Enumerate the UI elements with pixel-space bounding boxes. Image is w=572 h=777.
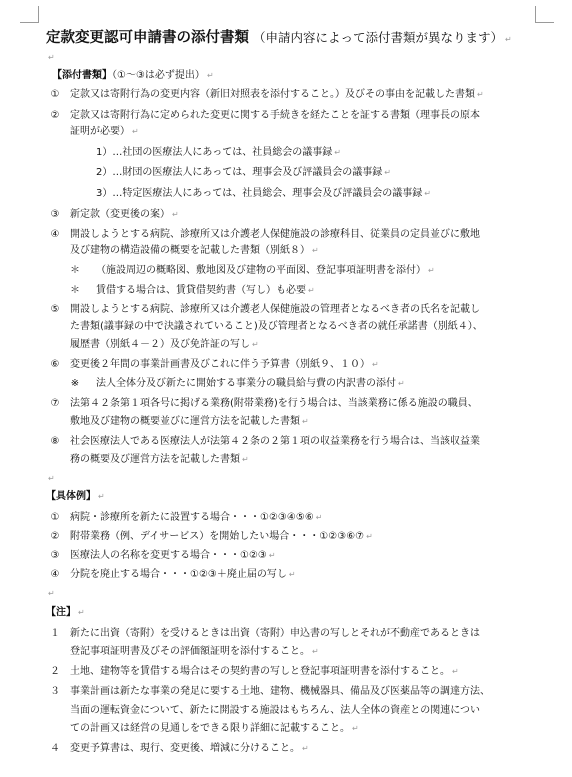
blank-line: ↵: [48, 53, 55, 62]
note-line: 事業計画は新たな事業の発足に要する土地、建物、機械器具、備品及び医薬品等の調達方法、: [70, 686, 490, 697]
item-marker: ⑦: [50, 398, 60, 409]
note-line: 変更予算書は、現行、変更後、増減に分けること。 ↵: [70, 743, 309, 754]
item-marker: ①: [50, 89, 60, 100]
attachments-heading-note: （①～③は必ず提出）: [112, 70, 205, 81]
item-continuation-line: 及び建物の構造設備の概要を記載した書類（別紙８） ↵: [70, 245, 319, 256]
example-text: 医療法人の名称を変更する場合・・・①②③ ↵: [70, 550, 276, 561]
notes-heading: 【注】 ↵: [46, 607, 85, 618]
document-title: [46, 29, 512, 49]
item-continuation-line: 務の概要及び運営方法を記載した書類 ↵: [70, 454, 249, 465]
item-marker: ②: [50, 531, 60, 542]
note-number: １: [50, 628, 60, 639]
item-marker: ⑥: [50, 359, 60, 370]
note-line: 法人全体分及び新たに開始する事業分の職員給与費の内訳書の添付 ↵: [96, 378, 405, 389]
item-marker: ⑤: [50, 304, 60, 315]
title-text: 定款変更認可申請書の添付書類: [46, 30, 249, 46]
item-line: 社会医療法人である医療法人が法第４２条の２第１項の収益業務を行う場合は、当該収益業: [70, 436, 480, 447]
item-line: 開設しようとする病院、診療所又は介護老人保健施設の管理者となるべき者の氏名を記載し: [70, 304, 480, 315]
example-text: 分院を廃止する場合・・・①②③＋廃止届の写し ↵: [70, 569, 296, 580]
note-line: 土地、建物等を賃借する場合はその契約書の写しと登記事項証明書を添付すること。 ↵: [70, 666, 459, 677]
item-marker: ②: [50, 110, 60, 121]
paragraph-mark: ↵: [505, 35, 512, 44]
note-continuation-line: 当面の運転資金について、新たに開設する施設はもちろん、法人全体の資産との関連につい: [70, 705, 480, 716]
note-continuation-line: ての計画又は経営の見通しをできる限り詳細に記載すること。 ↵: [70, 723, 359, 734]
note-number: ２: [50, 666, 60, 677]
sub-item: 1）…社団の医療法人にあっては、社員総会の議事録 ↵: [96, 147, 341, 158]
note-marker: ※: [70, 378, 80, 389]
note-number: ４: [50, 743, 60, 754]
examples-heading: 【具体例】 ↵: [46, 491, 105, 502]
attachments-heading: 【添付書類】（①～③は必ず提出） ↵: [52, 70, 214, 81]
item-continuation-line: た書類(議事録の中で決議されていること)及び管理者となるべき者の就任承諾書（別紙４）、: [70, 321, 483, 332]
sub-item: 3）…特定医療法人にあっては、社員総会、理事会及び評議員会の議事録 ↵: [96, 188, 431, 199]
note-continuation-line: 登記事項証明書及びその評価額証明を添付すること。 ↵: [70, 646, 319, 657]
item-marker: ④: [50, 569, 60, 580]
item-line: 変更後２年間の事業計画書及びこれに伴う予算書（別紙９、１０） ↵: [70, 359, 379, 370]
example-text: 附帯業務（例、デイサービス）を開始したい場合・・・①②③⑥⑦ ↵: [70, 531, 373, 542]
page-corner-mark-left: [20, 6, 39, 23]
attachments-heading-label: 【添付書類】: [52, 70, 112, 81]
item-line: 開設しようとする病院、診療所又は介護老人保健施設の診療科目、従業員の定員並びに敷地: [70, 229, 480, 240]
item-line: 法第４２条第１項各号に掲げる業務(附帯業務)を行う場合は、当該業務に係る施設の職員、: [70, 398, 478, 409]
item-marker: ①: [50, 512, 60, 523]
item-line: 定款又は寄附行為に定められた変更に関する手続きを経たことを証する書類（理事長の原本: [70, 110, 480, 121]
note-line: （施設周辺の概略図、敷地図及び建物の平面図、登記事項証明書を添付） ↵: [96, 265, 435, 276]
item-continuation-line: 履歴書（別紙４－２）及び免許証の写し ↵: [70, 339, 259, 350]
title-note: （申請内容によって添付書類が異なります）: [253, 30, 504, 45]
item-continuation-line: 証明が必要） ↵: [70, 126, 139, 137]
note-line: 新たに出資（寄附）を受けるときは出資（寄附）申込書の写しとそれが不動産であるときは: [70, 628, 480, 639]
page-corner-mark-right: [535, 6, 554, 23]
note-line: 賃借する場合は、賃貸借契約書（写し）も必要 ↵: [96, 285, 315, 296]
item-marker: ⑧: [50, 436, 60, 447]
note-marker: ＊: [70, 265, 80, 276]
item-line: 定款又は寄附行為の変更内容（新旧対照表を添付すること。）及びその事由を記載した書類 ↵: [70, 89, 484, 100]
blank-line: ↵: [48, 589, 55, 598]
blank-line: ↵: [48, 474, 55, 483]
item-line: 新定款（変更後の案） ↵: [70, 209, 179, 220]
sub-item: 2）…財団の医療法人にあっては、理事会及び評議員会の議事録 ↵: [96, 167, 391, 178]
item-marker: ③: [50, 209, 60, 220]
item-continuation-line: 敷地及び建物の概要並びに運営方法を記載した書類 ↵: [70, 416, 309, 427]
note-marker: ＊: [70, 285, 80, 296]
item-marker: ③: [50, 550, 60, 561]
example-text: 病院・診療所を新たに設置する場合・・・①②③④⑤⑥ ↵: [70, 512, 323, 523]
note-number: ３: [50, 686, 60, 697]
item-marker: ④: [50, 229, 60, 240]
